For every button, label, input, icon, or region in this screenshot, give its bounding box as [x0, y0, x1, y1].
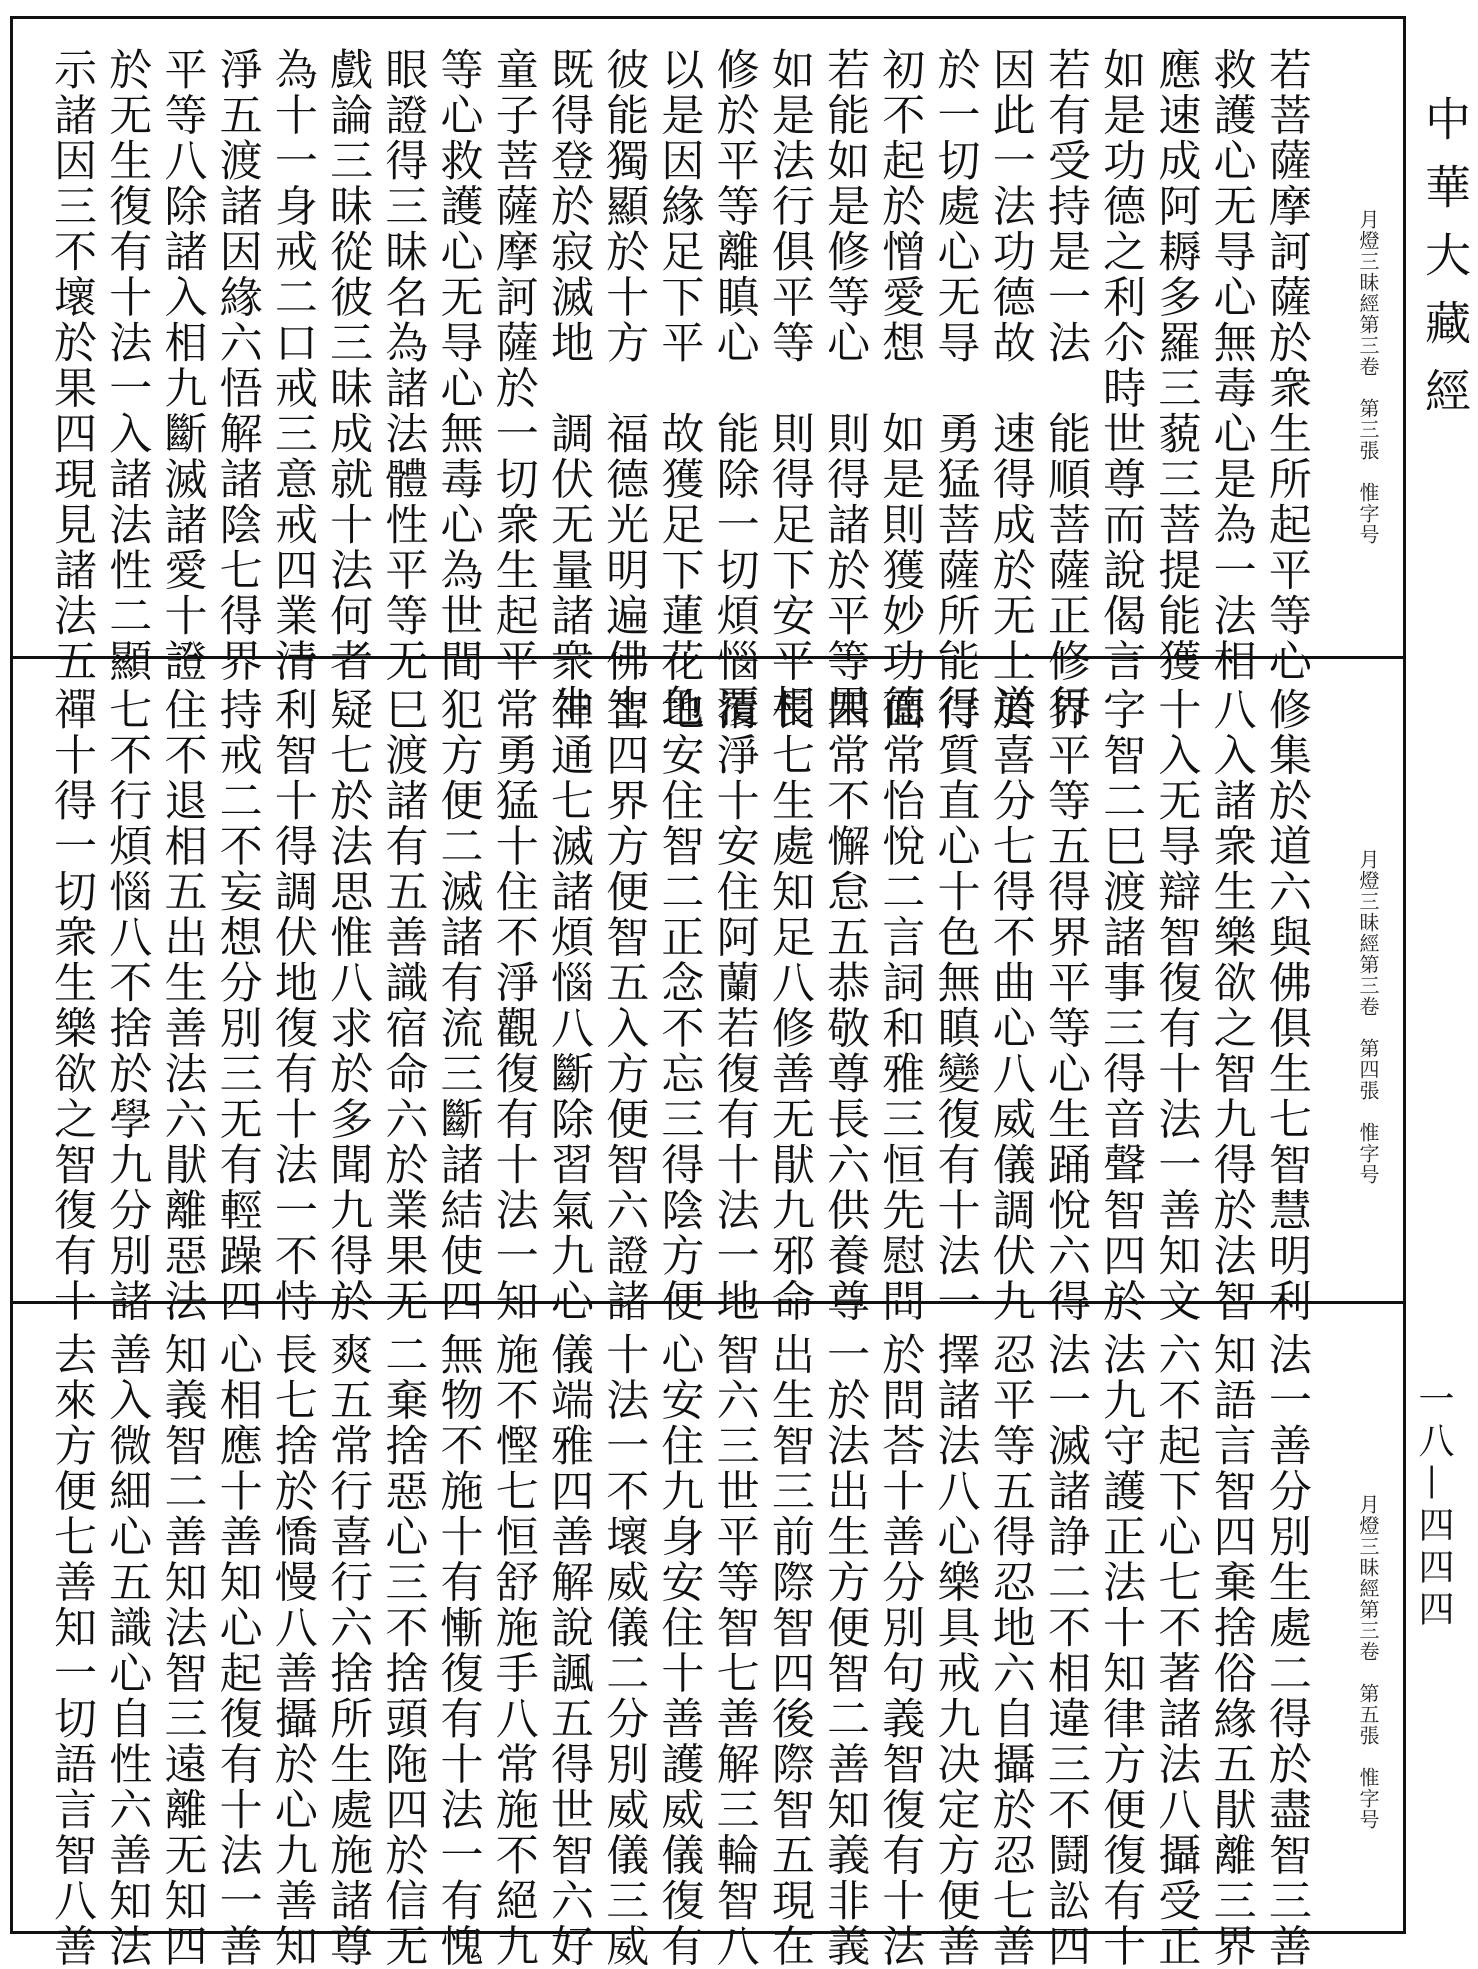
- text-column: 犯方便二滅諸有流三斷諸結使四: [433, 687, 484, 1324]
- margin-note: 月燈三昧經第三卷 第三張 惟字号: [1356, 209, 1380, 545]
- text-column: 疑七於法思惟八求於多聞九得於: [323, 687, 374, 1324]
- text-column: 爽五常行喜行六捨所生處施諸尊: [323, 1332, 374, 1969]
- text-column: 十入无㝵辯智復有十法一善知文: [1151, 687, 1202, 1324]
- margin-note: 月燈三昧經第三卷 第四張 惟字号: [1356, 849, 1380, 1185]
- scripture-panel-2: [13, 659, 1403, 1324]
- text-columns: [47, 687, 1312, 1324]
- text-column: 心相應十善知心起復有十法一善: [212, 1332, 263, 1969]
- verse-column: 修於平等離瞋心 能除一切煩惱覆: [709, 47, 760, 730]
- text-column: 善入微細心五識心自性六善知法: [102, 1332, 153, 1969]
- text-column: 救護心无㝵心無毒心是為一法相: [1206, 47, 1257, 684]
- text-column: 淨五渡諸因緣六悟解諸陰七得界: [212, 47, 263, 684]
- page-number: 一八—四四四: [1413, 1380, 1454, 1632]
- text-column: 眼證得三昧名為諸法體性平等无: [378, 47, 429, 684]
- text-column: 如是功德之利尒時世尊而說偈言: [1096, 47, 1147, 684]
- text-column: 應速成阿耨多羅三藐三菩提能獲: [1151, 47, 1202, 684]
- text-columns: [47, 1332, 1312, 1969]
- collection-title: 中華大藏經: [1418, 95, 1472, 435]
- text-column: 擇諸法八心樂具戒九决定方便善: [930, 1332, 981, 1969]
- text-column: 八入諸衆生樂欲之智九得於法智: [1206, 687, 1257, 1324]
- text-column: 常勇猛十住不淨觀復有十法一知: [488, 687, 539, 1324]
- text-column: 七不行煩惱八不捨於學九分別諸: [102, 687, 153, 1324]
- text-columns: [47, 47, 1312, 730]
- text-column: 儀端雅四善解說諷五得世智六好: [543, 1332, 594, 1969]
- text-column: 長七生處知足八修善无猒九邪命: [764, 687, 815, 1324]
- text-column: 法九守護正法十知律方便復有十: [1096, 1332, 1147, 1969]
- text-column: 去來方便七善知一切語言智八善: [47, 1332, 97, 1969]
- text-column: 字智二巳渡諸事三得音聲智四於: [1096, 687, 1147, 1324]
- text-column: 智六三世平等智七善解三輪智八: [709, 1332, 760, 1969]
- verse-column: 若能如是修等心 則得諸於平等果: [820, 47, 871, 730]
- text-column: 等心救護心无㝵心無毒心為世間: [433, 47, 484, 684]
- text-column: 若菩薩摩訶薩於衆生所起平等心: [1261, 47, 1312, 684]
- text-column: 知語言智四棄捨俗緣五猒離三界: [1206, 1332, 1257, 1969]
- text-column: 知義智二善知法智三遠離无知四: [157, 1332, 208, 1969]
- text-column: 四常不懈怠五恭敬尊長六供養尊: [820, 687, 871, 1324]
- text-column: 長七捨於憍慢八善攝於心九善知: [267, 1332, 318, 1969]
- text-column: 忍平等五得忍地六自攝於忍七善: [985, 1332, 1036, 1969]
- text-column: 地安住智二正念不忘三得陰方便: [654, 687, 705, 1324]
- text-column: 神通七滅諸煩惱八斷除習氣九心: [543, 687, 594, 1324]
- text-column: 住不退相五出生善法六猒離惡法: [157, 687, 208, 1324]
- text-column: 於問荅十善分別句義智復有十法: [875, 1332, 926, 1969]
- text-column: 禪十得一切衆生樂欲之智復有十: [47, 687, 97, 1324]
- text-column: 清淨十安住阿蘭若復有十法一地: [709, 687, 760, 1324]
- text-column: 童子菩薩摩訶薩於一切衆生起平: [488, 47, 539, 684]
- verse-column: 若有受持是一法 能順菩薩正修行: [1040, 47, 1091, 730]
- text-column: 於无生復有十法一入諸法性二顯: [102, 47, 153, 684]
- text-column: 施不慳七恒舒施手八常施不絕九: [488, 1332, 539, 1969]
- text-column: 法一善分別生處二得於盡智三善: [1261, 1332, 1312, 1969]
- text-column: 巳渡諸有五善識宿命六於業果无: [378, 687, 429, 1324]
- scripture-panel-1: [13, 19, 1403, 730]
- text-column: 法一滅諸諍二不相違三不鬪訟四: [1040, 1332, 1091, 1969]
- text-column: 一於法出生方便智二善知義非義: [820, 1332, 871, 1969]
- text-column: 心安住九身安住十善護威儀復有: [654, 1332, 705, 1969]
- text-column: 修集於道六與佛俱生七智慧明利: [1261, 687, 1312, 1324]
- verse-column: 彼能獨顯於十方 福德光明遍佛土: [599, 47, 650, 730]
- text-column: 面常怡悅二言詞和雅三恒先慰問: [875, 687, 926, 1324]
- verse-column: 如是法行俱平等 則得足下安平相: [764, 47, 815, 730]
- text-column: 利智十得調伏地復有十法一不恃: [267, 687, 318, 1324]
- text-column: 戲論三昧從彼三昧成就十法何者: [323, 47, 374, 684]
- page-frame: [10, 16, 1406, 1969]
- margin-note: 月燈三昧經第三卷 第五張 惟字号: [1356, 1494, 1380, 1830]
- verse-column: 以是因緣足下平 故獲足下蓮花色: [654, 47, 705, 730]
- text-column: 界平等五得界平等心生踊悅六得: [1040, 687, 1091, 1324]
- verse-column: 於一切處心无㝵 勇猛菩薩所能行: [930, 47, 981, 730]
- text-column: 二棄捨惡心三不捨頭陁四於信无: [378, 1332, 429, 1969]
- text-column: 智四界方便智五入方便智六證諸: [599, 687, 650, 1324]
- text-column: 十法一不壞威儀二分別威儀三威: [599, 1332, 650, 1969]
- text-column: 出生智三前際智四後際智五現在: [764, 1332, 815, 1969]
- text-column: 於喜分七得不曲心八威儀調伏九: [985, 687, 1036, 1324]
- text-column: 示諸因三不壞於果四現見諸法五: [47, 47, 97, 684]
- text-column: 為十一身戒二口戒三意戒四業清: [267, 47, 318, 684]
- text-column: 無物不施十有慚復有十法一有愧: [433, 1332, 484, 1969]
- text-column: 持戒二不妄想分別三无有輕躁四: [212, 687, 263, 1324]
- verse-column: 既得登於寂滅地 調伏无量諸衆生: [543, 47, 594, 730]
- scripture-panel-3: [13, 1304, 1403, 1969]
- verse-column: 初不起於憎愛想 如是則獲妙功德: [875, 47, 926, 730]
- text-column: 六不起下心七不著諸法八攝受正: [1151, 1332, 1202, 1969]
- verse-column: 因此一法功德故 速得成於无上道: [985, 47, 1036, 730]
- text-column: 得質直心十色無瞋變復有十法一: [930, 687, 981, 1324]
- text-column: 平等八除諸入相九斷滅諸愛十證: [157, 47, 208, 684]
